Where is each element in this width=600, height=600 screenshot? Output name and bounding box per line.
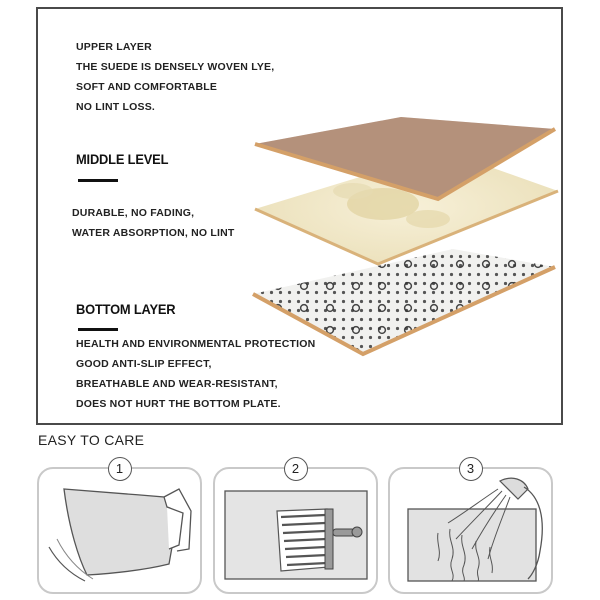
bottom-layer-line: HEALTH AND ENVIRONMENTAL PROTECTION [76, 338, 316, 350]
middle-level-line: WATER ABSORPTION, NO LINT [72, 227, 235, 239]
care-step-card-3 [388, 461, 553, 594]
bottom-layer-line: DOES NOT HURT THE BOTTOM PLATE. [76, 398, 281, 410]
bottom-heading-underline [78, 328, 118, 331]
step-number-badge: 1 [108, 457, 132, 481]
easy-to-care-heading: EASY TO CARE [38, 432, 145, 448]
brush-clean-icon [215, 469, 376, 592]
middle-heading-underline [78, 179, 118, 182]
middle-level-heading: MIDDLE LEVEL [76, 151, 169, 167]
bottom-layer-line: GOOD ANTI-SLIP EFFECT, [76, 358, 212, 370]
step-number-badge: 3 [459, 457, 483, 481]
machine-wash-icon [39, 469, 200, 592]
bottom-layer-heading: BOTTOM LAYER [76, 301, 176, 317]
upper-layer-line: NO LINT LOSS. [76, 101, 156, 113]
middle-level-line: DURABLE, NO FADING, [72, 207, 195, 219]
middle-level-description [72, 203, 235, 243]
foam-imprint [406, 210, 450, 228]
care-step-card-2 [213, 461, 378, 594]
upper-layer-line: SOFT AND COMFORTABLE [76, 81, 218, 93]
upper-layer-line: THE SUEDE IS DENSELY WOVEN LYE, [76, 61, 275, 73]
step-number-badge: 2 [284, 457, 308, 481]
care-step-card-1 [37, 461, 202, 594]
upper-layer-line: UPPER LAYER [76, 41, 152, 53]
bottom-layer-line: BREATHABLE AND WEAR-RESISTANT, [76, 378, 278, 390]
shower-rinse-icon [390, 469, 551, 592]
foam-imprint [333, 183, 373, 199]
bottom-layer-sheet [253, 249, 555, 354]
material-layers-panel [36, 7, 563, 425]
exploded-layers-illustration [213, 99, 563, 359]
